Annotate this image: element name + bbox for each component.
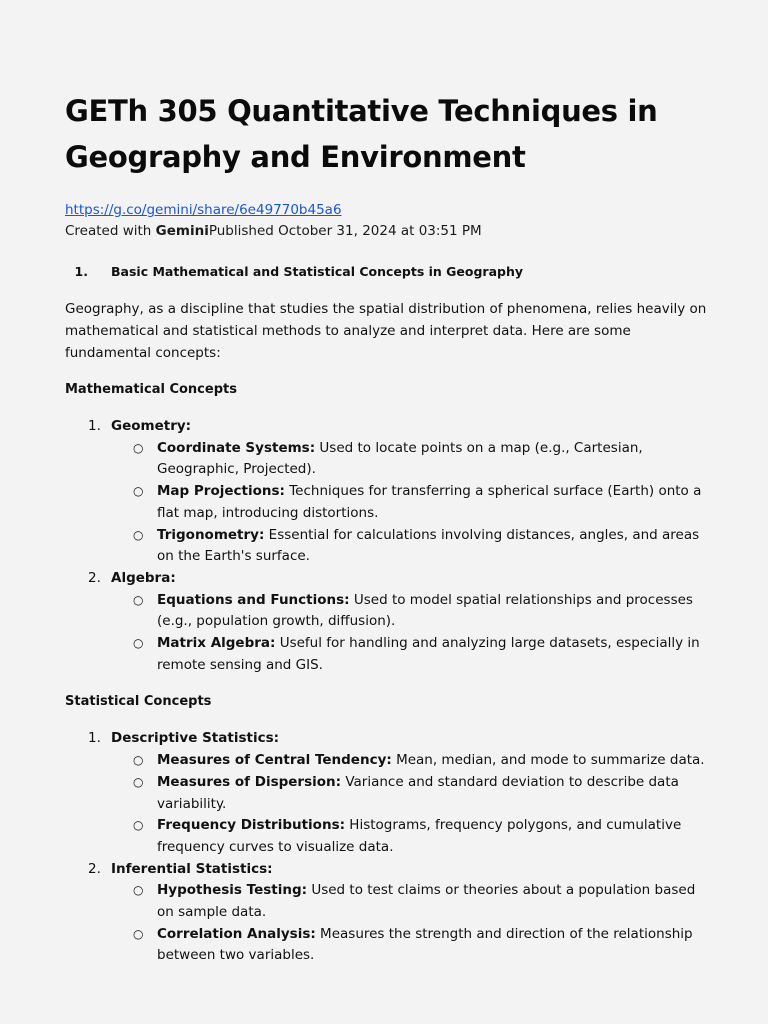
sub-item-term: Correlation Analysis: [157, 925, 316, 942]
circle-bullet-icon: ○ [133, 484, 144, 499]
list-number: 1. [88, 418, 101, 434]
sub-list [111, 880, 708, 967]
circle-bullet-icon: ○ [133, 527, 144, 542]
circle-bullet-icon: ○ [133, 753, 144, 768]
list-item-algebra [65, 568, 708, 677]
share-link[interactable]: https://g.co/gemini/share/6e49770b45a6 [65, 202, 342, 218]
created-prefix: Created with [65, 223, 156, 239]
mathematical-concepts-heading: Mathematical Concepts [65, 382, 237, 397]
sub-list-item [111, 633, 708, 676]
intro-paragraph: Geography, as a discipline that studies the spatial distribution of phenomena, relies heavily on mathematical and statistical methods to analyze and interpret data. Here are some fundamental concepts: [65, 301, 707, 361]
sub-list-item [111, 924, 708, 967]
sub-item-term: Coordinate Systems: [157, 439, 316, 456]
list-item-descriptive-statistics [65, 728, 708, 858]
sub-list-item [111, 438, 708, 481]
sub-list-item [111, 481, 708, 524]
sub-item-term: Hypothesis Testing: [157, 882, 308, 899]
statistical-concepts-list [65, 728, 708, 967]
list-title: Descriptive Statistics: [111, 730, 280, 747]
document-title: GETh 305 Quantitative Techniques in Geography and Environment [65, 94, 658, 174]
sub-list-item [111, 772, 708, 815]
list-item-geometry [65, 416, 708, 568]
sub-item-text: Histograms, frequency polygons, and cumulative frequency curves to visualize data. [157, 817, 682, 855]
sub-item-text: Used to test claims or theories about a population based on sample data. [157, 882, 696, 921]
mathematical-concepts-list [65, 416, 708, 676]
circle-bullet-icon: ○ [133, 774, 144, 789]
sub-item-text: Useful for handling and analyzing large datasets, especially in remote sensing and GIS. [157, 635, 700, 673]
sub-item-term: Map Projections: [157, 483, 285, 500]
circle-bullet-icon: ○ [133, 440, 144, 455]
section-number: 1. [74, 264, 88, 279]
sub-item-text: Used to locate points on a map (e.g., Cartesian, Geographic, Projected). [157, 439, 643, 478]
sub-list-item [111, 590, 708, 633]
circle-bullet-icon: ○ [133, 636, 144, 651]
section-heading: Basic Mathematical and Statistical Concepts in Geography [111, 264, 524, 279]
sub-list [111, 590, 708, 677]
list-title: Geometry: [111, 418, 192, 434]
sub-list-item [111, 815, 708, 858]
circle-bullet-icon: ○ [133, 926, 144, 941]
sub-item-text: Variance and standard deviation to describe data variability. [157, 773, 679, 812]
section-heading-list [65, 262, 708, 282]
list-number: 2. [88, 569, 101, 586]
sub-item-term: Equations and Functions: [157, 591, 350, 608]
sub-item-text: Techniques for transferring a spherical surface (Earth) onto a flat map, introducing distortions. [157, 483, 702, 521]
sub-list-item [111, 880, 708, 923]
sub-item-term: Measures of Central Tendency: [157, 752, 392, 769]
published-date: Published October 31, 2024 at 03:51 PM [208, 223, 482, 239]
statistical-concepts-heading: Statistical Concepts [65, 694, 212, 710]
sub-list-item [111, 525, 708, 568]
list-number: 2. [88, 860, 101, 877]
list-title: Inferential Statistics: [111, 860, 273, 877]
circle-bullet-icon: ○ [133, 883, 144, 898]
sub-item-term: Frequency Distributions: [157, 817, 345, 834]
sub-item-term: Matrix Algebra: [157, 635, 276, 652]
list-number: 1. [88, 730, 101, 747]
sub-list [111, 438, 708, 568]
sub-item-text: Used to model spatial relationships and processes (e.g., population growth, diffusion). [157, 591, 693, 630]
document-meta [65, 221, 708, 242]
sub-item-term: Trigonometry: [157, 526, 265, 543]
sub-item-text: Mean, median, and mode to summarize data. [391, 752, 705, 769]
created-tool: Gemini [155, 223, 209, 239]
circle-bullet-icon: ○ [133, 818, 144, 833]
sub-item-text: Measures the strength and direction of the relationship between two variables. [157, 925, 693, 964]
section-heading-item [65, 262, 708, 282]
list-title: Algebra: [111, 569, 176, 586]
list-item-inferential-statistics [65, 859, 708, 968]
sub-item-text: Essential for calculations involving distances, angles, and areas on the Earth's surface. [157, 526, 700, 565]
sub-list [111, 750, 708, 859]
circle-bullet-icon: ○ [133, 592, 144, 607]
sub-list-item [111, 750, 708, 772]
sub-item-term: Measures of Dispersion: [157, 773, 342, 790]
